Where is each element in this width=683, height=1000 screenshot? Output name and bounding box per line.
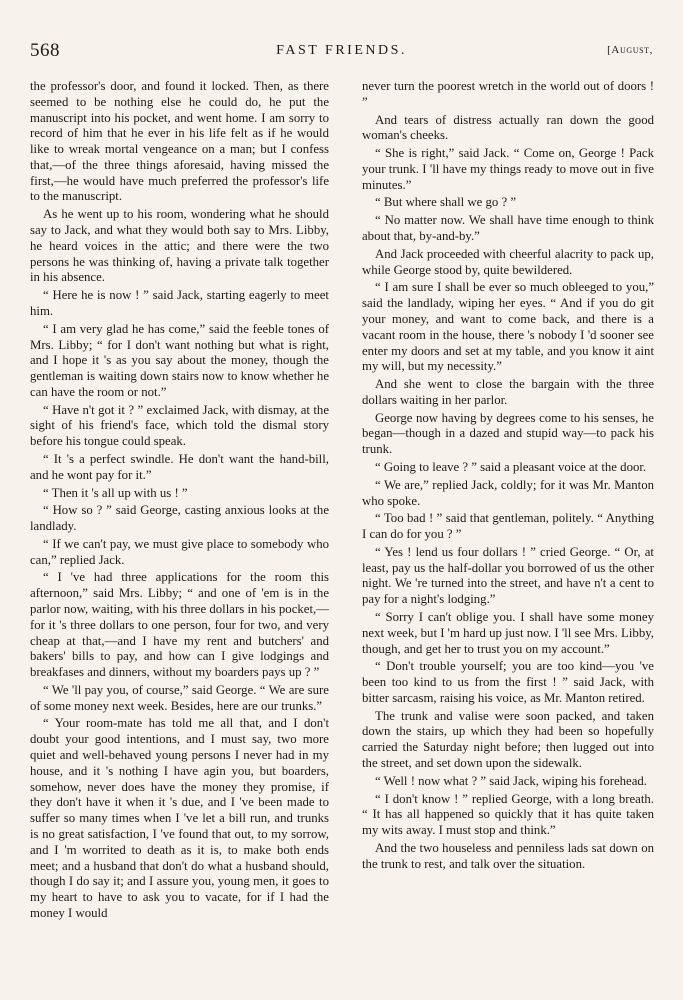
paragraph: the professor's door, and found it locked. Then, as there seemed to be nothing else he could do, he put the manuscript into his pocket, and went home. I am sorry to record of him that he ever in his life felt as if he would like to wreak mortal vengeance on a man; but I confess that,—of the three things aforesaid, having missed the first,—he would have much preferred the professor's life to the manuscript. bbox=[30, 79, 329, 204]
paragraph: And tears of distress actually ran down the good woman's cheeks. bbox=[362, 112, 654, 143]
paragraph: “ I don't know ! ” replied George, with a long breath. “ It has all happened so quickly that it has quite taken my wits away. I must stop and think.” bbox=[362, 791, 654, 838]
paragraph: “ I am very glad he has come,” said the feeble tones of Mrs. Libby; “ for I don't want nothing but what is right, and I hope it 's as you say about the money, though the gentleman is waiting down stairs now to know whether he can have the room or not.” bbox=[30, 321, 329, 399]
paragraph: “ Sorry I can't oblige you. I shall have some money next week, but I 'm hard up just now. I 'll see Mrs. Libby, though, and get her to trust you on my account.” bbox=[362, 610, 654, 656]
paragraph: “ I am sure I shall be ever so much obleeged to you,” said the landlady, wiping her eyes. “ And if you do git your money, and want to come back, and there is a vacant room in the house, there 's nobody I 'd sooner see enter my doors and set at my table, and you know it aint my will, but my necessity.” bbox=[362, 280, 654, 374]
paragraph: “ Your room-mate has told me all that, and I don't doubt your good intentions, and I must say, two more quiet and well-behaved young persons I never had in my house, and it 's nothing I have agin you, but boarders, somehow, never does have the money they promise, if they don't have it when it 's due, and I 've been made to suffer so many times when I 've let a bill run, and trunks is no great satisfaction, I 've found that out, to my sorrow, and I 'm worrited to death as it is, to make both ends meet; and a husband that don't do what a husband should, though I do say it; and I assure you, young men, it goes to my heart to have to ask you to vacate, for if I had the money I would bbox=[30, 716, 329, 920]
paragraph: George now having by degrees come to his senses, he began—though in a dazed and stupid way—to pack his trunk. bbox=[362, 410, 654, 457]
running-title: FAST FRIENDS. bbox=[276, 43, 407, 58]
paragraph: “ We 'll pay you, of course,” said George. “ We are sure of some money next week. Besides, here are our trunks.” bbox=[30, 682, 329, 713]
paragraph: “ Yes ! lend us four dollars ! ” cried George. “ Or, at least, pay us the half-dollar you borrowed of us the other night. We 're turned into the street, and have n't a cent to pay for a night's lodging.” bbox=[362, 544, 654, 607]
right-column bbox=[362, 79, 654, 959]
paragraph: As he went up to his room, wondering what he should say to Jack, and what they would both say to Mrs. Libby, he heard voices in the attic; and there were the two persons he was thinking of, having a private talk together in his absence. bbox=[30, 207, 329, 285]
paragraph: “ Don't trouble yourself; you are too kind—you 've been too kind to us from the first ! ” said Jack, with bitter sarcasm, raising his voice, as Mr. Manton retired. bbox=[362, 659, 654, 705]
running-header bbox=[30, 40, 653, 66]
paragraph: “ Well ! now what ? ” said Jack, wiping his forehead. bbox=[375, 773, 648, 788]
paragraph: “ But where shall we go ? ” bbox=[375, 195, 517, 210]
paragraph: “ She is right,” said Jack. “ Come on, George ! Pack your trunk. I 'll have my things ready to move out in five minutes.” bbox=[362, 146, 654, 192]
paragraph: And Jack proceeded with cheerful alacrity to pack up, while George stood by, quite bewildered. bbox=[362, 246, 654, 277]
paragraph: “ I 've had three applications for the room this afternoon,” said Mrs. Libby; “ and one of 'em is in the parlor now, waiting, with his three dollars in his pocket,—for it 's three dollars to one person, four for two, and very cheap at that,—and I have my rent and butchers' and bakers' bills to pay, and how can I give lodgings and breakfases and dinners, without my boarders pays up ? ” bbox=[30, 570, 329, 680]
paragraph: The trunk and valise were soon packed, and taken down the stairs, up which they had been so hopefully carried the Saturday night before; then lugged out into the street, and set down upon the sidewalk. bbox=[362, 708, 654, 771]
paragraph: “ If we can't pay, we must give place to somebody who can,” replied Jack. bbox=[30, 536, 329, 567]
paragraph: “ Going to leave ? ” said a pleasant voice at the door. bbox=[375, 459, 647, 474]
page-number: 568 bbox=[30, 40, 60, 61]
paragraph: “ Here he is now ! ” said Jack, starting eagerly to meet him. bbox=[30, 288, 329, 318]
paragraph: never turn the poorest wretch in the world out of doors ! ” bbox=[362, 79, 654, 109]
paragraph: And the two houseless and penniless lads sat down on the trunk to rest, and talk over the situation. bbox=[362, 840, 654, 871]
paragraph: “ How so ? ” said George, casting anxious looks at the landlady. bbox=[30, 503, 329, 534]
issue-month: [August, bbox=[607, 44, 653, 56]
paragraph: “ Have n't got it ? ” exclaimed Jack, with dismay, at the sight of his friend's face, which told the dismal story before his tongue could speak. bbox=[30, 402, 329, 449]
paragraph: “ It 's a perfect swindle. He don't want the hand-bill, and he wont pay for it.” bbox=[30, 451, 329, 482]
left-column bbox=[30, 79, 329, 959]
paragraph: And she went to close the bargain with the three dollars waiting in her parlor. bbox=[362, 377, 654, 407]
paragraph: “ Too bad ! ” said that gentleman, politely. “ Anything I can do for you ? ” bbox=[362, 511, 654, 542]
paragraph: “ No matter now. We shall have time enough to think about that, by-and-by.” bbox=[362, 213, 654, 244]
paragraph: “ We are,” replied Jack, coldly; for it was Mr. Manton who spoke. bbox=[362, 477, 654, 508]
paragraph: “ Then it 's all up with us ! ” bbox=[43, 485, 188, 500]
